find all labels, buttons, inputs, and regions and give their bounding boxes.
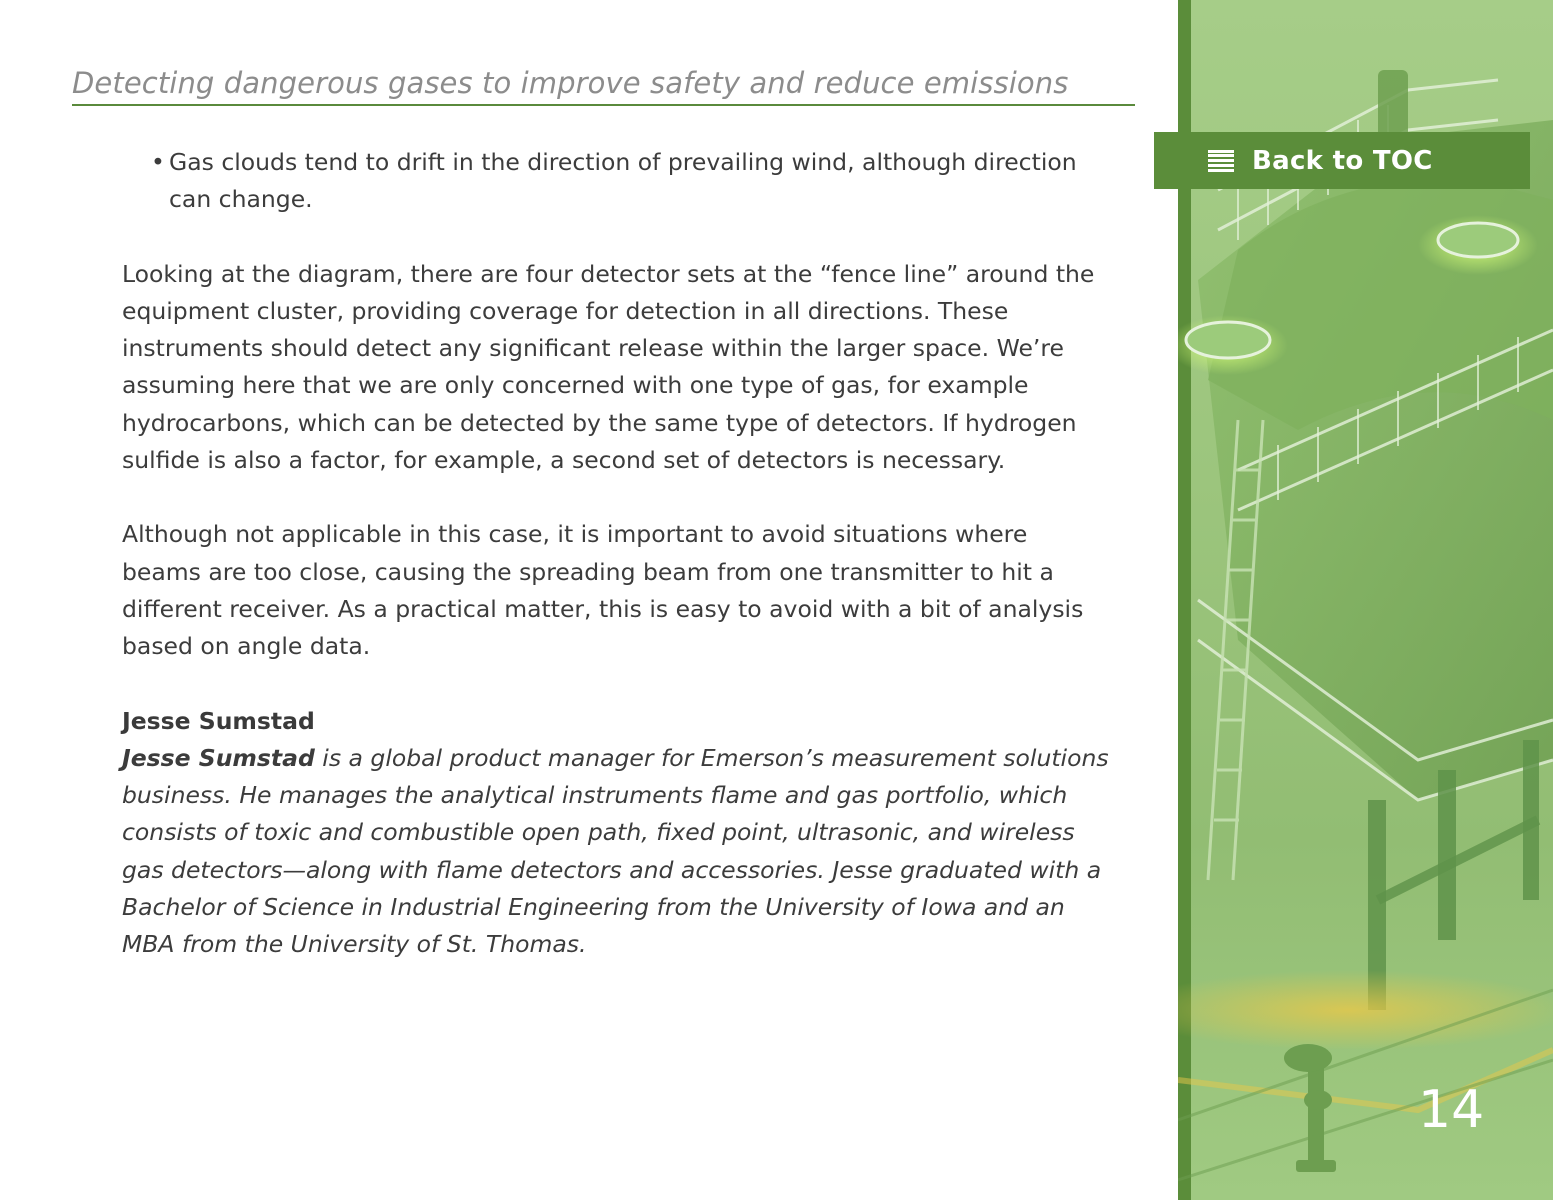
bullet-item — [122, 144, 1112, 219]
page-title: Detecting dangerous gases to improve safety and reduce emissions — [72, 66, 1069, 100]
paragraph-detector-sets: Looking at the diagram, there are four detector sets at the “fence line” around the equipment cluster, providing coverage for detection in all directions. These instruments should detect any significant release within the larger space. We’re assuming here that we are only concerned with one type of gas, for example hydrocarbons, which can be detected by the same type of detectors. If hydrogen sulfide is also a factor, for example, a second set of detectors is necessary. — [122, 259, 1095, 475]
back-to-toc-label: Back to TOC — [1252, 145, 1433, 176]
back-to-toc-button[interactable] — [1154, 132, 1530, 189]
author-bio — [122, 740, 1112, 964]
author-heading: Jesse Sumstad — [122, 706, 315, 735]
author-bio-name: Jesse Sumstad — [122, 743, 315, 772]
paragraph-beam-spacing: Although not applicable in this case, it is important to avoid situations where beams are too close, causing the spreading beam from one transmitter to hit a different receiver. As a practical matter, this is easy to avoid with a bit of analysis based on angle data. — [122, 520, 1084, 661]
page-header — [72, 62, 1135, 106]
bullet-text: Gas clouds tend to drift in the direction of prevailing wind, although direction can change. — [169, 148, 1077, 214]
bullet-dot: • — [151, 148, 165, 176]
page-number: 14 — [1418, 1080, 1485, 1140]
list-icon — [1208, 150, 1234, 172]
author-bio-text: is a global product manager for Emerson’s measurement solutions business. He manages the analytical instruments flame and gas portfolio, which consists of toxic and combustible open path, fixed point, ultrasonic, and wireless gas detectors—along with flame detectors and accessories. Jesse graduated with a Bachelor of Science in Industrial Engineering from the University of Iowa and an MBA from the University of St. Thomas. — [122, 743, 1109, 959]
article-body — [122, 144, 1112, 964]
